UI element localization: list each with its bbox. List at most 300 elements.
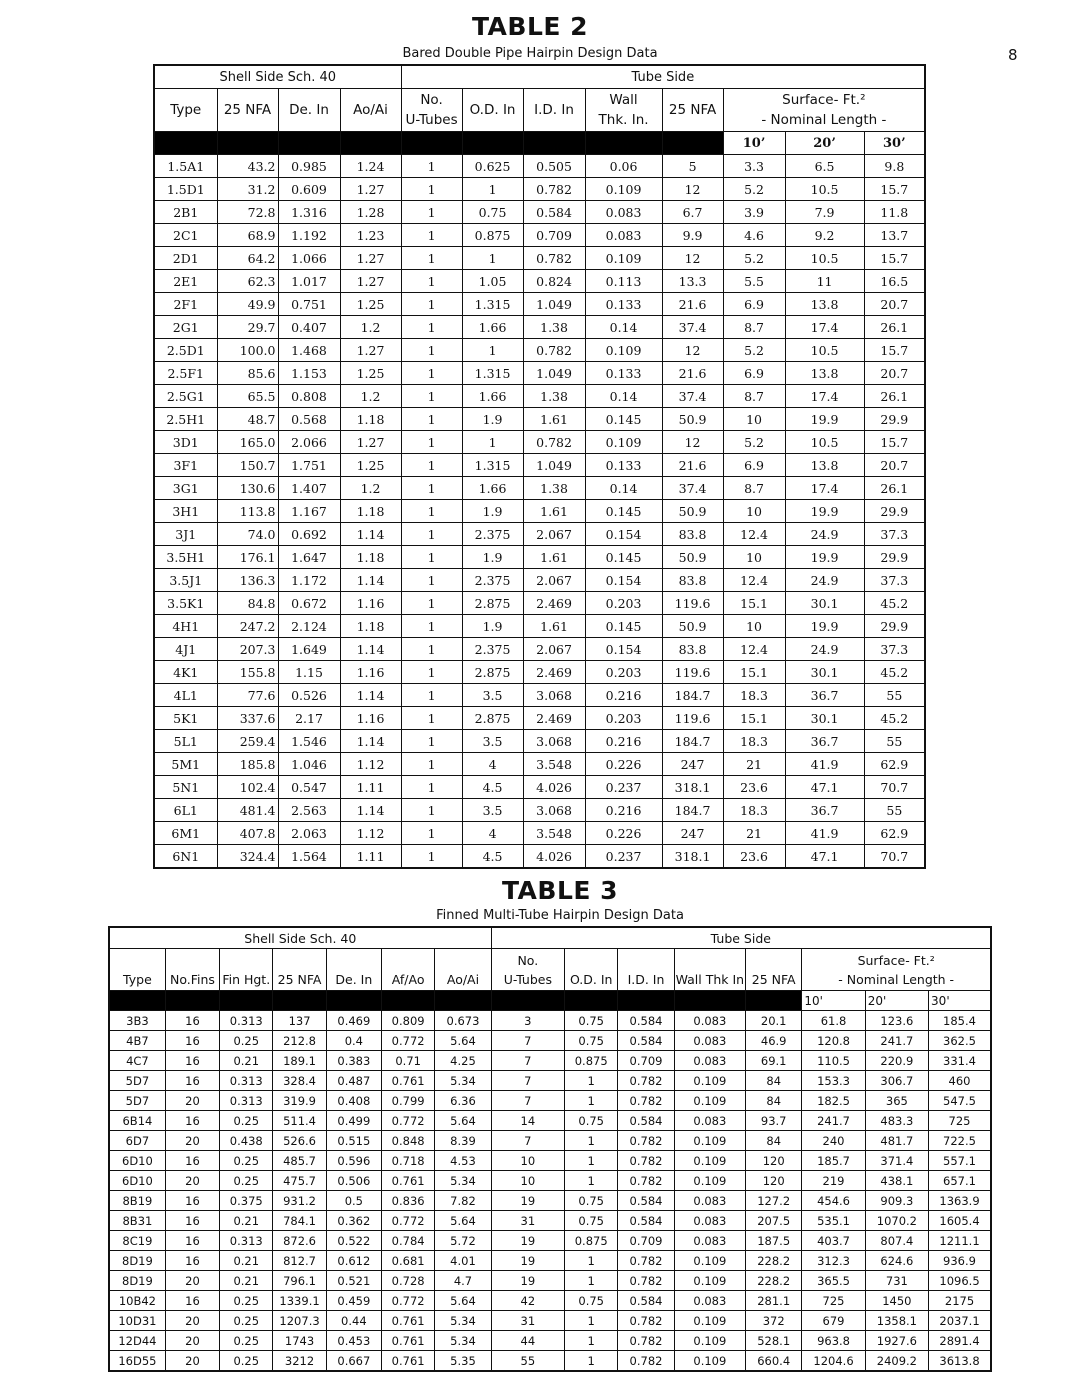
table-cell: 535.1 <box>802 1211 865 1231</box>
table-row <box>154 845 925 869</box>
table-cell: 4.026 <box>523 776 585 799</box>
table-cell: 8D19 <box>109 1271 165 1291</box>
table-cell: 5 <box>662 155 723 178</box>
table-cell: 23.6 <box>723 845 785 869</box>
table-cell: 0.782 <box>618 1311 674 1331</box>
table-cell: 371.4 <box>865 1151 928 1171</box>
table-cell: 5.64 <box>435 1031 491 1051</box>
table-cell: 55 <box>491 1351 564 1372</box>
table-cell: 1 <box>401 500 462 523</box>
table-cell: 0.313 <box>220 1071 273 1091</box>
table-cell: 0.487 <box>326 1071 381 1091</box>
table-cell: 1 <box>565 1331 618 1351</box>
table-cell: 5D7 <box>109 1071 165 1091</box>
table-cell: 1.2 <box>340 385 401 408</box>
table-cell: 0.761 <box>382 1311 435 1331</box>
table-cell: 0.313 <box>220 1091 273 1111</box>
table-row <box>109 1071 991 1091</box>
table2-len-10: 10’ <box>723 132 785 155</box>
table-cell: 0.728 <box>382 1271 435 1291</box>
table-cell: 0.21 <box>220 1251 273 1271</box>
table-cell: 16 <box>165 1051 219 1071</box>
table-cell: 1.14 <box>340 730 401 753</box>
table-row <box>154 638 925 661</box>
table-cell: 13.3 <box>662 270 723 293</box>
table-cell: 5.5 <box>723 270 785 293</box>
table-cell: 1.18 <box>340 500 401 523</box>
table-cell: 0.109 <box>585 339 662 362</box>
table-cell: 93.7 <box>746 1111 802 1131</box>
table-cell: 2.875 <box>462 592 523 615</box>
table-cell: 15.7 <box>864 178 925 201</box>
table-cell: 119.6 <box>662 661 723 684</box>
table-cell: 1 <box>401 845 462 869</box>
table-cell: 475.7 <box>273 1171 326 1191</box>
table-cell: 120 <box>746 1151 802 1171</box>
table-cell: 0.109 <box>674 1351 745 1372</box>
table-cell: 5.2 <box>723 247 785 270</box>
table-cell: 2.5D1 <box>154 339 217 362</box>
table-cell: 31 <box>491 1211 564 1231</box>
table-cell: 37.3 <box>864 569 925 592</box>
table-row <box>154 155 925 178</box>
table-cell: 36.7 <box>785 799 864 822</box>
table-cell: 136.3 <box>217 569 278 592</box>
table-cell: 0.145 <box>585 546 662 569</box>
table-cell: 259.4 <box>217 730 278 753</box>
table-cell: 1.315 <box>462 454 523 477</box>
table-cell: 784.1 <box>273 1211 326 1231</box>
table-cell: 2.875 <box>462 661 523 684</box>
table-cell: 12 <box>662 339 723 362</box>
table3-col-no-fins: No.Fins <box>165 949 219 991</box>
table-row <box>109 1011 991 1031</box>
table-cell: 0.133 <box>585 293 662 316</box>
table-cell: 21.6 <box>662 362 723 385</box>
table-cell: 1.24 <box>340 155 401 178</box>
table-cell: 184.7 <box>662 799 723 822</box>
table-cell: 1.049 <box>523 362 585 385</box>
table-cell: 19.9 <box>785 615 864 638</box>
table-cell: 1.15 <box>278 661 340 684</box>
table-cell: 49.9 <box>217 293 278 316</box>
table-cell: 1.172 <box>278 569 340 592</box>
table-cell: 20 <box>165 1171 219 1191</box>
table2-title: TABLE 2 <box>471 12 589 41</box>
table-cell: 722.5 <box>929 1131 991 1151</box>
table-cell: 0.782 <box>618 1331 674 1351</box>
table-cell: 1.27 <box>340 247 401 270</box>
table-cell: 0.75 <box>565 1111 618 1131</box>
table-cell: 119.6 <box>662 707 723 730</box>
table-cell: 3212 <box>273 1351 326 1372</box>
table-cell: 725 <box>929 1111 991 1131</box>
table-cell: 26.1 <box>864 385 925 408</box>
table-row <box>154 431 925 454</box>
table-cell: 0.113 <box>585 270 662 293</box>
table-cell: 0.083 <box>585 201 662 224</box>
table-cell: 20 <box>165 1351 219 1372</box>
table-row <box>154 477 925 500</box>
table-cell: 2037.1 <box>929 1311 991 1331</box>
table-cell: 20 <box>165 1091 219 1111</box>
table-cell: 2.5G1 <box>154 385 217 408</box>
table-cell: 30.1 <box>785 661 864 684</box>
table-cell: 1.27 <box>340 178 401 201</box>
table-cell: 4C7 <box>109 1051 165 1071</box>
table-cell: 1.38 <box>523 477 585 500</box>
table-row <box>154 316 925 339</box>
table-cell: 0.203 <box>585 592 662 615</box>
table2-col-surface-line1: Surface- Ft.² <box>782 92 866 108</box>
table-cell: 37.3 <box>864 638 925 661</box>
table-cell: 0.568 <box>278 408 340 431</box>
table-cell: 6.36 <box>435 1091 491 1111</box>
table-cell: 936.9 <box>929 1251 991 1271</box>
table-cell: 1 <box>401 477 462 500</box>
table-cell: 55 <box>864 799 925 822</box>
table-cell: 7.9 <box>785 201 864 224</box>
table-cell: 807.4 <box>865 1231 928 1251</box>
table-cell: 5.34 <box>435 1311 491 1331</box>
table-cell: 43.2 <box>217 155 278 178</box>
table2-col-id: I.D. In <box>523 89 585 132</box>
table-cell: 3G1 <box>154 477 217 500</box>
table-cell: 0.109 <box>585 178 662 201</box>
table-cell: 0.25 <box>220 1111 273 1131</box>
table-cell: 3613.8 <box>929 1351 991 1372</box>
table-cell: 5.64 <box>435 1291 491 1311</box>
table-cell: 16 <box>165 1011 219 1031</box>
table-cell: 0.709 <box>523 224 585 247</box>
table-cell: 1.61 <box>523 500 585 523</box>
table-cell: 1 <box>565 1151 618 1171</box>
table-cell: 657.1 <box>929 1171 991 1191</box>
table-cell: 165.0 <box>217 431 278 454</box>
table-row <box>154 753 925 776</box>
table-cell: 0.383 <box>326 1051 381 1071</box>
table-cell: 2.5H1 <box>154 408 217 431</box>
table3-len-20: 20' <box>865 991 928 1011</box>
table-cell: 153.3 <box>802 1071 865 1091</box>
table-cell: 1.25 <box>340 293 401 316</box>
table-row <box>154 362 925 385</box>
table-cell: 528.1 <box>746 1331 802 1351</box>
table-cell: 0.21 <box>220 1271 273 1291</box>
table-cell: 481.4 <box>217 799 278 822</box>
table-cell: 2.124 <box>278 615 340 638</box>
table-cell: 29.9 <box>864 500 925 523</box>
table-cell: 1 <box>462 339 523 362</box>
table-cell: 1.066 <box>278 247 340 270</box>
table-cell: 0.25 <box>220 1031 273 1051</box>
table-cell: 72.8 <box>217 201 278 224</box>
table-cell: 679 <box>802 1311 865 1331</box>
table-cell: 1 <box>401 822 462 845</box>
table-cell: 1 <box>565 1171 618 1191</box>
table-row <box>154 615 925 638</box>
table-cell: 19.9 <box>785 546 864 569</box>
table-cell: 2409.2 <box>865 1351 928 1372</box>
table-cell: 1.14 <box>340 523 401 546</box>
table-cell: 0.408 <box>326 1091 381 1111</box>
table-cell: 0.799 <box>382 1091 435 1111</box>
table-cell: 68.9 <box>217 224 278 247</box>
table-cell: 3.068 <box>523 730 585 753</box>
table-cell: 0.875 <box>565 1231 618 1251</box>
table-cell: 0.109 <box>674 1071 745 1091</box>
table2-col-type: Type <box>154 89 217 132</box>
table-row <box>154 385 925 408</box>
table-cell: 0.667 <box>326 1351 381 1372</box>
table2-col-no-utubes <box>401 89 462 132</box>
table-cell: 328.4 <box>273 1071 326 1091</box>
table-cell: 8.7 <box>723 316 785 339</box>
table-cell: 102.4 <box>217 776 278 799</box>
table-cell: 20.1 <box>746 1011 802 1031</box>
table-cell: 0.761 <box>382 1351 435 1372</box>
table-cell: 0.673 <box>435 1011 491 1031</box>
table-cell: 0.681 <box>382 1251 435 1271</box>
table-cell: 36.7 <box>785 684 864 707</box>
table-cell: 6B14 <box>109 1111 165 1131</box>
table-cell: 4.53 <box>435 1151 491 1171</box>
table-cell: 0.06 <box>585 155 662 178</box>
table-cell: 45.2 <box>864 707 925 730</box>
table-cell: 212.8 <box>273 1031 326 1051</box>
table-cell: 1.18 <box>340 408 401 431</box>
table-cell: 4B7 <box>109 1031 165 1051</box>
table-cell: 70.7 <box>864 845 925 869</box>
table-cell: 9.8 <box>864 155 925 178</box>
table-cell: 176.1 <box>217 546 278 569</box>
table-cell: 6.9 <box>723 293 785 316</box>
table-cell: 0.782 <box>523 178 585 201</box>
table-cell: 21 <box>723 822 785 845</box>
table-cell: 84.8 <box>217 592 278 615</box>
table-cell: 0.083 <box>674 1051 745 1071</box>
table-cell: 13.7 <box>864 224 925 247</box>
table-cell: 29.7 <box>217 316 278 339</box>
table-cell: 0.809 <box>382 1011 435 1031</box>
table-cell: 2D1 <box>154 247 217 270</box>
table-cell: 403.7 <box>802 1231 865 1251</box>
table-cell: 0.782 <box>618 1091 674 1111</box>
table-row <box>109 1331 991 1351</box>
table-cell: 84 <box>746 1071 802 1091</box>
table2-col-surface-line2: - Nominal Length - <box>761 112 887 128</box>
table-cell: 24.9 <box>785 523 864 546</box>
table2-col-wall <box>585 89 662 132</box>
table-cell: 155.8 <box>217 661 278 684</box>
table-cell: 0.083 <box>674 1011 745 1031</box>
table-cell: 1358.1 <box>865 1311 928 1331</box>
table-cell: 4.5 <box>462 776 523 799</box>
table-cell: 5M1 <box>154 753 217 776</box>
table-cell: 0.782 <box>618 1171 674 1191</box>
table-cell: 36.7 <box>785 730 864 753</box>
table-cell: 8D19 <box>109 1251 165 1271</box>
table-row <box>154 730 925 753</box>
table-cell: 319.9 <box>273 1091 326 1111</box>
table3-shell-group-header: Shell Side Sch. 40 <box>109 927 491 949</box>
table-cell: 62.3 <box>217 270 278 293</box>
table-cell: 10 <box>491 1171 564 1191</box>
table-row <box>154 224 925 247</box>
table-cell: 0.506 <box>326 1171 381 1191</box>
table-cell: 1.25 <box>340 454 401 477</box>
table-cell: 0.782 <box>523 247 585 270</box>
table-cell: 1 <box>401 178 462 201</box>
table-cell: 3.548 <box>523 822 585 845</box>
table-cell: 37.4 <box>662 316 723 339</box>
table-cell: 0.362 <box>326 1211 381 1231</box>
table-cell: 1 <box>401 224 462 247</box>
table-cell: 29.9 <box>864 546 925 569</box>
table-cell: 0.526 <box>278 684 340 707</box>
table-cell: 660.4 <box>746 1351 802 1372</box>
table-cell: 3B3 <box>109 1011 165 1031</box>
table-cell: 1 <box>462 178 523 201</box>
table-cell: 1.27 <box>340 431 401 454</box>
table-row <box>109 1231 991 1251</box>
table-cell: 1.5A1 <box>154 155 217 178</box>
table-cell: 0.133 <box>585 454 662 477</box>
table-cell: 5.64 <box>435 1211 491 1231</box>
table-cell: 2C1 <box>154 224 217 247</box>
table-cell: 2.066 <box>278 431 340 454</box>
table-cell: 0.5 <box>326 1191 381 1211</box>
table-cell: 10 <box>723 408 785 431</box>
table-cell: 0.109 <box>674 1151 745 1171</box>
table-row <box>154 454 925 477</box>
table-cell: 18.3 <box>723 730 785 753</box>
table-cell: 16 <box>165 1151 219 1171</box>
table-cell: 50.9 <box>662 500 723 523</box>
table-cell: 0.226 <box>585 822 662 845</box>
table-cell: 1 <box>462 431 523 454</box>
table-cell: 2.067 <box>523 569 585 592</box>
table-cell: 1 <box>401 454 462 477</box>
table-cell: 10.5 <box>785 431 864 454</box>
table-cell: 46.9 <box>746 1031 802 1051</box>
table-cell: 1 <box>565 1351 618 1372</box>
table-cell: 1.38 <box>523 385 585 408</box>
table-cell: 16 <box>165 1211 219 1231</box>
table-cell: 1 <box>401 293 462 316</box>
table-cell: 0.469 <box>326 1011 381 1031</box>
table-cell: 247.2 <box>217 615 278 638</box>
table-cell: 1.2 <box>340 477 401 500</box>
table2-col-nfa-shell: 25 NFA <box>217 89 278 132</box>
table2-col-de: De. In <box>278 89 340 132</box>
table-cell: 4.01 <box>435 1251 491 1271</box>
table-cell: 5K1 <box>154 707 217 730</box>
table-cell: 3 <box>491 1011 564 1031</box>
table-cell: 19.9 <box>785 408 864 431</box>
table-cell: 324.4 <box>217 845 278 869</box>
table-cell: 1.2 <box>340 316 401 339</box>
table-cell: 0.709 <box>618 1051 674 1071</box>
table2-col-wall-line1: Wall <box>609 92 638 108</box>
table-cell: 0.25 <box>220 1311 273 1331</box>
table-cell: 241.7 <box>865 1031 928 1051</box>
table-cell: 0.782 <box>618 1351 674 1372</box>
table-cell: 1.38 <box>523 316 585 339</box>
table2-col-surface <box>723 89 925 132</box>
table-cell: 182.5 <box>802 1091 865 1111</box>
table-cell: 20.7 <box>864 362 925 385</box>
table-cell: 4L1 <box>154 684 217 707</box>
table-cell: 0.459 <box>326 1291 381 1311</box>
table-cell: 2891.4 <box>929 1331 991 1351</box>
table-cell: 0.584 <box>618 1031 674 1051</box>
table-cell: 0.14 <box>585 477 662 500</box>
table2-header-band <box>154 132 925 155</box>
table-cell: 3.5 <box>462 730 523 753</box>
table-row <box>154 201 925 224</box>
table-cell: 1339.1 <box>273 1291 326 1311</box>
table-cell: 1.14 <box>340 638 401 661</box>
table-cell: 0.75 <box>565 1031 618 1051</box>
table-cell: 11 <box>785 270 864 293</box>
table-cell: 1 <box>565 1251 618 1271</box>
table-cell: 220.9 <box>865 1051 928 1071</box>
table-cell: 120.8 <box>802 1031 865 1051</box>
table-cell: 0.75 <box>565 1191 618 1211</box>
table-cell: 31 <box>491 1311 564 1331</box>
table-cell: 16.5 <box>864 270 925 293</box>
table-cell: 18.3 <box>723 799 785 822</box>
table-cell: 17.4 <box>785 385 864 408</box>
table3-col-surface-line1: Surface- Ft.² <box>857 953 935 968</box>
table-cell: 15.1 <box>723 592 785 615</box>
table-cell: 0.25 <box>220 1151 273 1171</box>
table-cell: 2.563 <box>278 799 340 822</box>
table-cell: 0.985 <box>278 155 340 178</box>
table-cell: 1 <box>401 638 462 661</box>
table-row <box>154 569 925 592</box>
table-cell: 281.1 <box>746 1291 802 1311</box>
table-cell: 113.8 <box>217 500 278 523</box>
table-cell: 48.7 <box>217 408 278 431</box>
table-cell: 481.7 <box>865 1131 928 1151</box>
table-cell: 0.625 <box>462 155 523 178</box>
table-cell: 13.8 <box>785 454 864 477</box>
table-cell: 16 <box>165 1031 219 1051</box>
table-cell: 4.026 <box>523 845 585 869</box>
table3-col-no-utubes-line2: U-Tubes <box>503 972 552 987</box>
table-cell: 0.216 <box>585 730 662 753</box>
table-cell: 3.5 <box>462 799 523 822</box>
table-cell: 2.067 <box>523 638 585 661</box>
table-cell: 5.34 <box>435 1071 491 1091</box>
table-cell: 0.784 <box>382 1231 435 1251</box>
table-cell: 0.438 <box>220 1131 273 1151</box>
table-cell: 1.5D1 <box>154 178 217 201</box>
table-cell: 438.1 <box>865 1171 928 1191</box>
table-cell: 812.7 <box>273 1251 326 1271</box>
table-row <box>154 684 925 707</box>
table-cell: 3H1 <box>154 500 217 523</box>
table-cell: 0.875 <box>462 224 523 247</box>
table-cell: 0.44 <box>326 1311 381 1331</box>
table-cell: 0.133 <box>585 362 662 385</box>
table-cell: 1.27 <box>340 339 401 362</box>
table-cell: 0.836 <box>382 1191 435 1211</box>
table-cell: 0.083 <box>674 1211 745 1231</box>
table-cell: 45.2 <box>864 661 925 684</box>
